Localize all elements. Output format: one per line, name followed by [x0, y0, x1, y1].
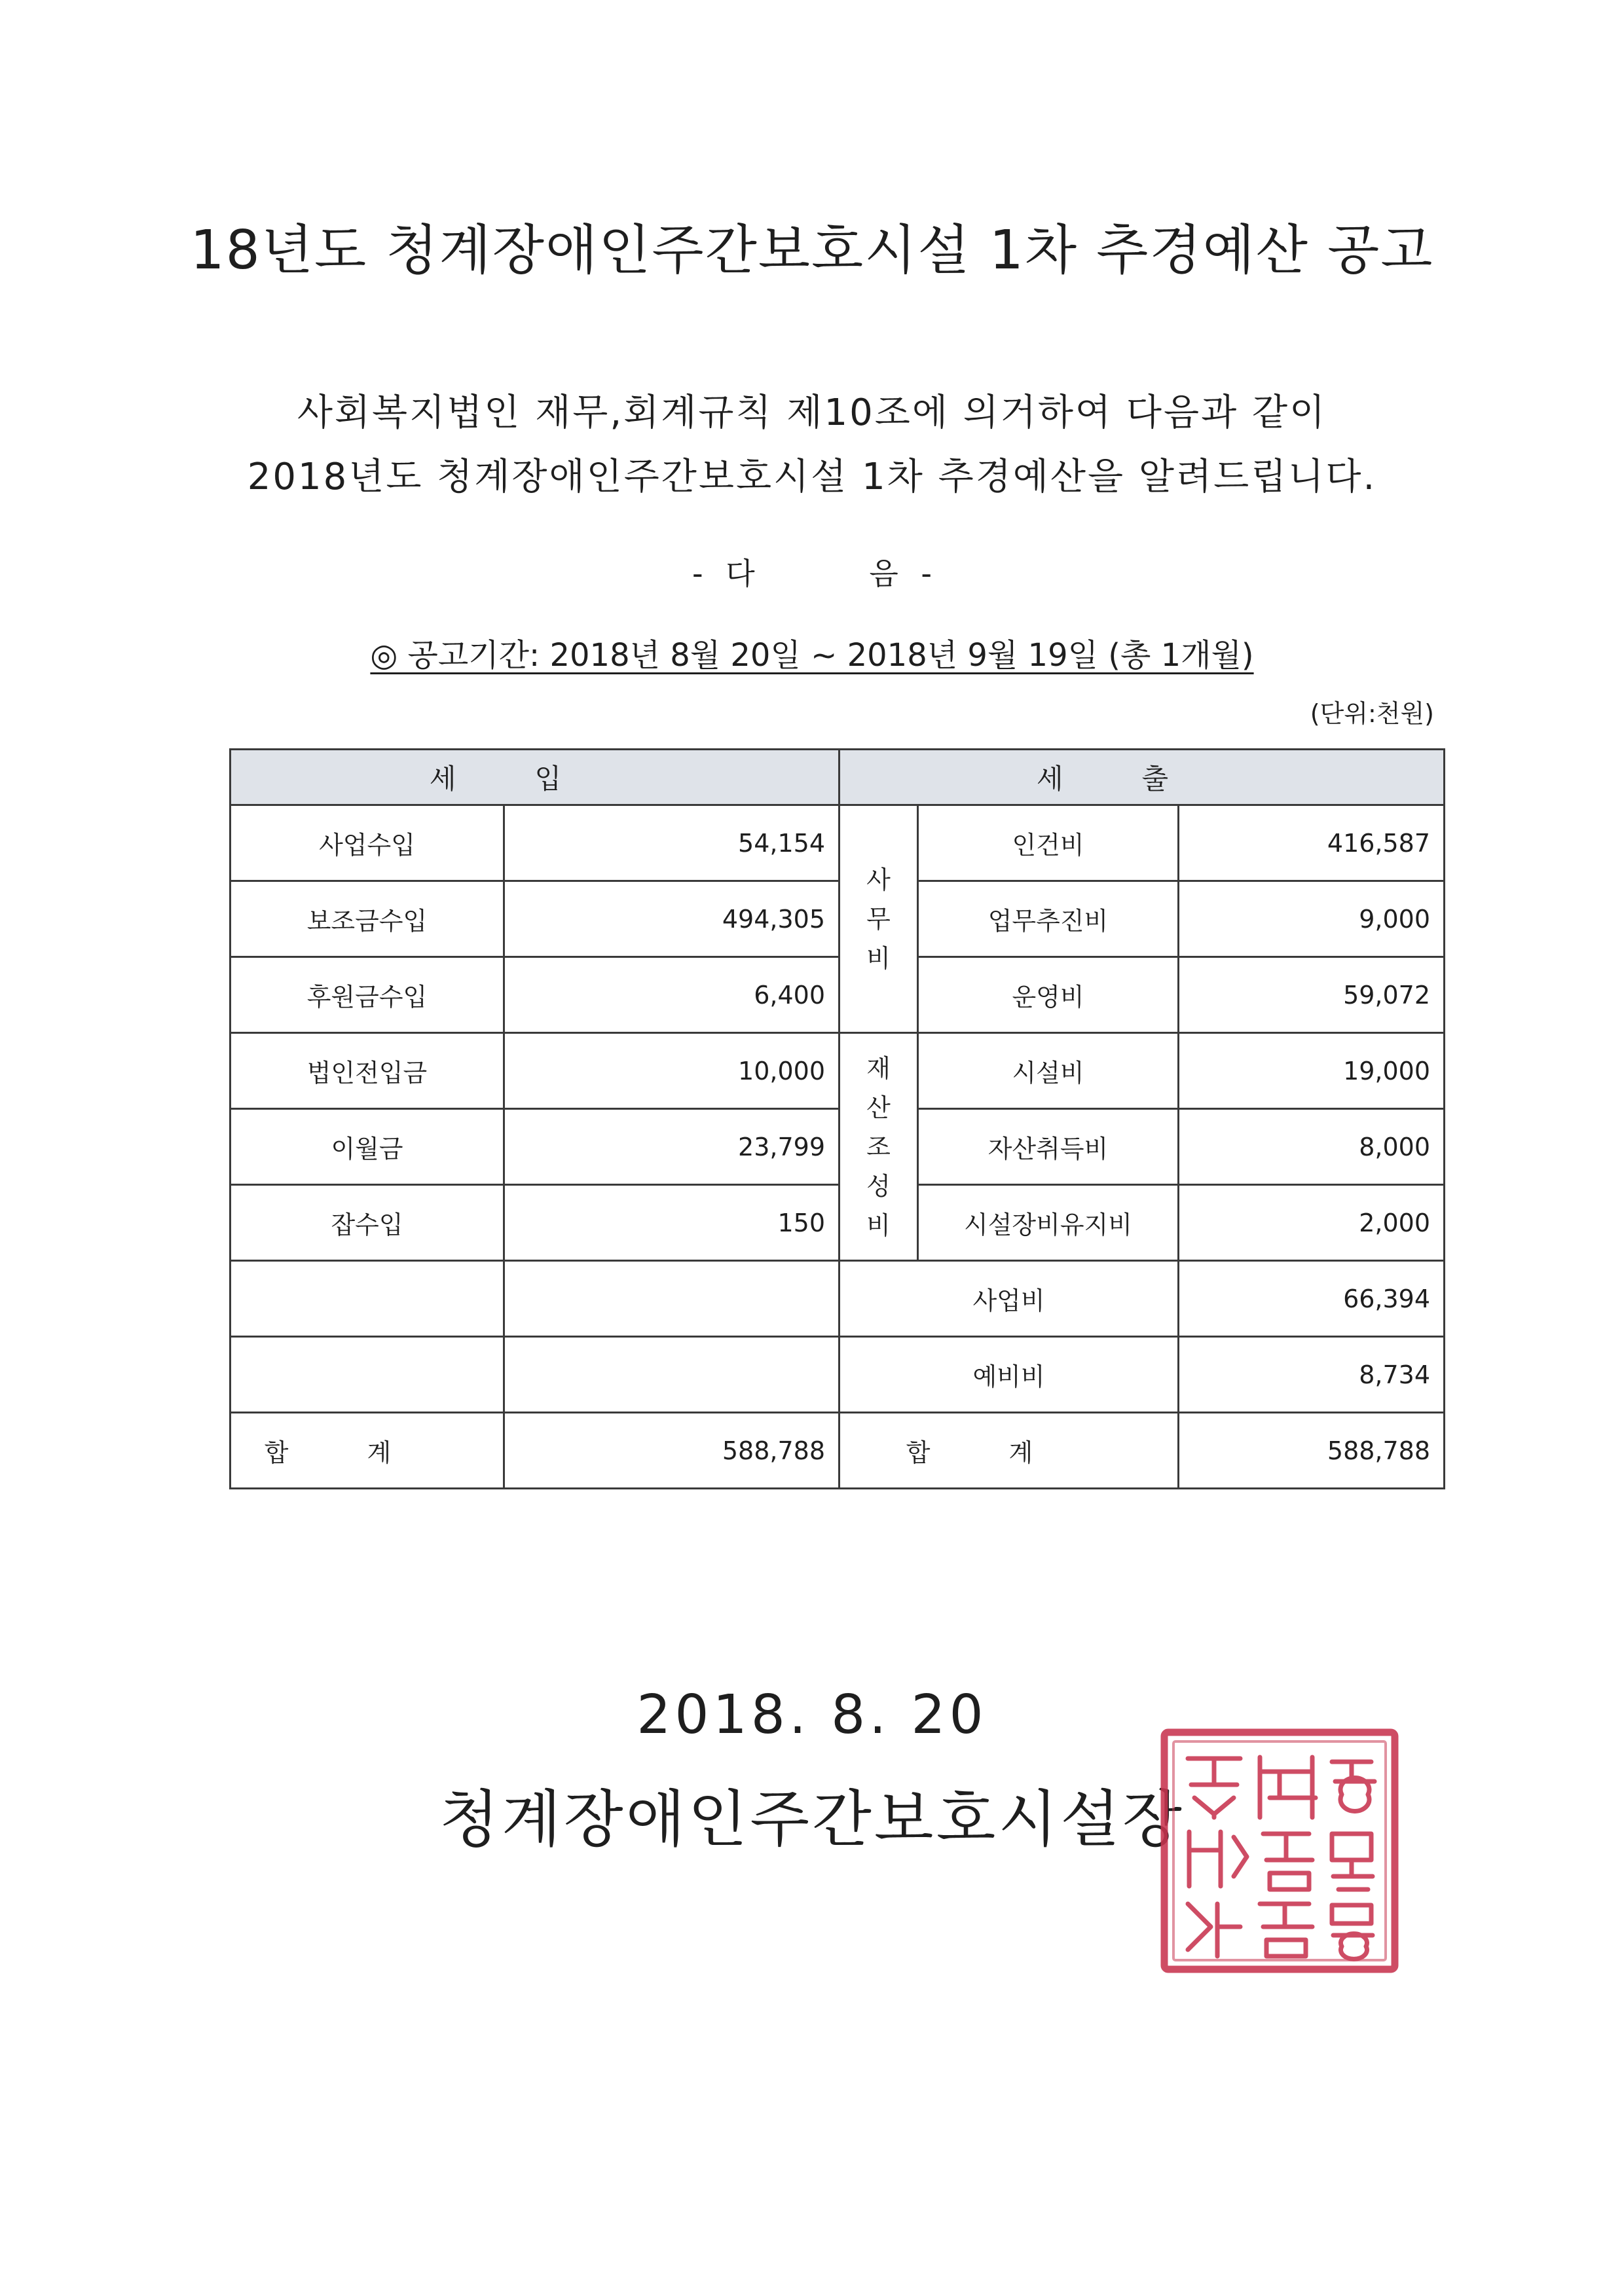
official-seal-image	[1158, 1726, 1401, 1976]
group-char: 무	[866, 904, 891, 934]
expense-label: 업무추진비	[918, 881, 1179, 957]
revenue-total-label: 합계	[231, 1413, 504, 1489]
revenue-value: 10,000	[504, 1033, 840, 1109]
expense-value: 66,394	[1179, 1261, 1445, 1337]
table-row	[231, 1261, 1445, 1337]
revenue-value: 150	[504, 1185, 840, 1261]
dash-left: -	[692, 556, 703, 591]
group-char: 조	[866, 1132, 891, 1161]
official-seal	[1158, 1726, 1401, 1976]
group-char: 산	[866, 1093, 891, 1122]
intro-line-2: 2018년도 청계장애인주간보호시설 1차 추경예산을 알려드립니다.	[247, 456, 1377, 498]
empty-cell	[231, 1337, 504, 1413]
table-row	[231, 1185, 1445, 1261]
group-char: 성	[866, 1171, 891, 1201]
expense-group-office	[840, 805, 918, 1033]
expense-total-label: 합계	[840, 1413, 1179, 1489]
expense-value: 9,000	[1179, 881, 1445, 957]
organization-head: 청계장애인주간보호시설장	[439, 1784, 1185, 1855]
expense-label: 인건비	[918, 805, 1179, 881]
expense-label: 예비비	[840, 1337, 1179, 1413]
revenue-label: 보조금수입	[231, 881, 504, 957]
revenue-header: 세입	[231, 750, 840, 805]
revenue-value: 54,154	[504, 805, 840, 881]
expense-label: 사업비	[840, 1261, 1179, 1337]
revenue-value: 494,305	[504, 881, 840, 957]
table-header-row	[231, 750, 1445, 805]
unit-note: (단위:천원)	[1310, 699, 1434, 728]
expense-label: 시설비	[918, 1033, 1179, 1109]
expense-label: 시설장비유지비	[918, 1185, 1179, 1261]
intro-line-1: 사회복지법인 재무,회계규칙 제10조에 의거하여 다음과 같이	[297, 392, 1327, 434]
empty-cell	[504, 1261, 840, 1337]
group-char: 비	[866, 1211, 891, 1240]
expense-value: 2,000	[1179, 1185, 1445, 1261]
expense-value: 8,000	[1179, 1109, 1445, 1185]
group-char: 비	[866, 943, 891, 973]
revenue-label: 후원금수입	[231, 957, 504, 1033]
table-row	[231, 957, 1445, 1033]
notice-period	[0, 627, 1624, 683]
dash-right: -	[921, 556, 932, 591]
empty-cell	[504, 1337, 840, 1413]
revenue-label: 이월금	[231, 1109, 504, 1185]
table-row	[231, 805, 1445, 881]
expense-value: 8,734	[1179, 1337, 1445, 1413]
expense-value: 416,587	[1179, 805, 1445, 881]
budget-table	[229, 748, 1445, 1489]
table-row	[231, 881, 1445, 957]
expense-header: 세출	[840, 750, 1445, 805]
heading-word-2: 음	[869, 556, 898, 591]
expense-value: 59,072	[1179, 957, 1445, 1033]
expense-group-asset	[840, 1033, 918, 1261]
total-row	[231, 1413, 1445, 1489]
revenue-label: 잡수입	[231, 1185, 504, 1261]
issue-date: 2018. 8. 20	[637, 1684, 987, 1746]
revenue-total-value: 588,788	[504, 1413, 840, 1489]
table-row	[231, 1337, 1445, 1413]
expense-label: 운영비	[918, 957, 1179, 1033]
expense-value: 19,000	[1179, 1033, 1445, 1109]
page-title: 18년도 청계장애인주간보호시설 1차 추경예산 공고	[190, 219, 1434, 282]
group-char: 사	[866, 865, 891, 894]
table-row	[231, 1033, 1445, 1109]
expense-total-value: 588,788	[1179, 1413, 1445, 1489]
section-heading	[0, 547, 1624, 600]
table-row	[231, 1109, 1445, 1185]
revenue-label: 법인전입금	[231, 1033, 504, 1109]
empty-cell	[231, 1261, 504, 1337]
group-char: 재	[866, 1053, 891, 1083]
revenue-label: 사업수입	[231, 805, 504, 881]
revenue-value: 6,400	[504, 957, 840, 1033]
heading-word-1: 다	[726, 556, 755, 591]
revenue-value: 23,799	[504, 1109, 840, 1185]
expense-label: 자산취득비	[918, 1109, 1179, 1185]
notice-period-text: ◎ 공고기간: 2018년 8월 20일 ~ 2018년 9월 19일 (총 1개월)	[370, 637, 1254, 674]
